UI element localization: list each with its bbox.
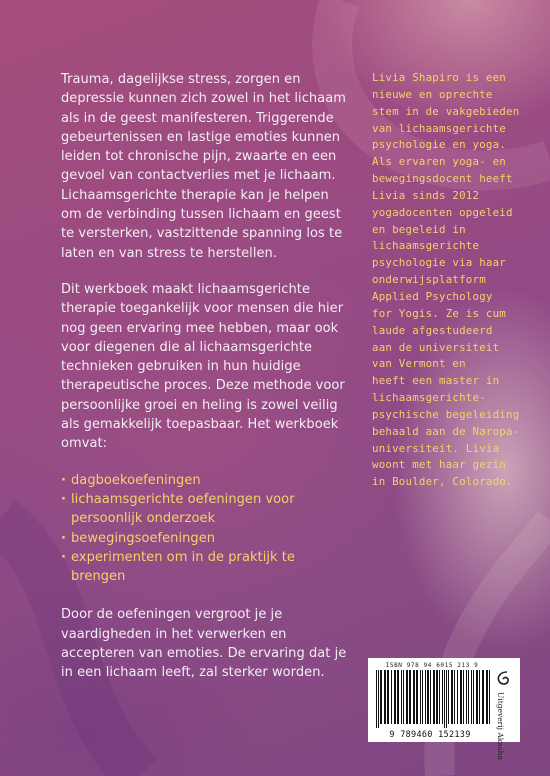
list-item: · experimenten om in de praktijk te brengen [61,548,351,587]
barcode-bar [394,670,396,724]
barcode-bar [409,670,411,724]
barcode-bar [466,670,467,724]
barcode-bar [473,670,474,724]
barcode-bar [416,670,418,724]
barcode-bar [451,670,453,724]
barcode-bar [457,670,458,724]
workbook-paragraph: Dit werkboek maakt lichaamsgerichte therapie toegankelijk voor mensen die hier nog geen ervaring mee hebben, maar ook voor diegenen die al lichaamsgerichte technieken gebruiken in hun huidige therapeutische proces. Deze methode voor persoonlijke groei en heling is zowel veilig als gemakkelijk toepasbaar. Het werkboek omvat: [61,281,345,452]
barcode-bar [406,670,408,724]
barcode-bar [446,670,447,728]
barcode-bar [468,670,469,724]
isbn-label: ISBN 978 94 6015 213 9 [385,662,479,669]
publisher-name: Uitgeverij Akasha [496,692,505,760]
publisher-mark [494,662,516,760]
barcode-bar [433,670,435,724]
barcode-bar [378,670,379,728]
barcode-bar [384,670,386,724]
publisher-logo-icon [496,670,512,688]
barcode-bar [444,670,445,728]
list-item: · bewegingsoefeningen [61,529,351,548]
author-bio: Livia Shapiro is een nieuwe en oprechte stem in de vakgebieden van lichaamsgerichte psychologie en yoga. Als ervaren yoga- en bewegingsdocent heeft Livia sinds 2012 yogadocenten opgeleid en begeleid in lichaamsgerichte psychologie via haar onderwijsplatform Applied Psychology for Yogis. Ze is cum laude afgestudeerd aan de universiteit van Vermont en heeft een master in lichaamsgerichte- psychische begeleiding behaald aan de Naropa- universiteit. Livia woont met haar gezin in Boulder, Colorado. [372,71,520,489]
intro-paragraph: Trauma, dagelijkse stress, zorgen en depressie kunnen zich zowel in het lichaam als in de geest manifesteren. Triggerende gebeurtenissen en lastige emoties kunnen leiden tot chronische pijn, zwaarte en een gevoel van contactverlies met je lichaam. Lichaamsgerichte therapie kan je helpen om de verbinding tussen lichaam en geest te versterken, vastzittende spanning los te laten en van stress te herstellen. [61,72,346,261]
barcode-bar [380,670,382,724]
barcode-bar [482,670,484,724]
closing-paragraph: Door de oefeningen vergroot je je vaardigheden in het verwerken en accepteren van emoties. De ervaring dat je in een lichaam leeft, zal sterker worden. [61,607,347,681]
barcode-bar [401,670,402,724]
list-item: · lichaamsgerichte oefeningen voor persoonlijk onderzoek [61,490,351,529]
barcode-bar [471,670,472,724]
barcode-bar [436,670,438,724]
barcode-bar [489,670,490,724]
barcode-panel [368,658,520,760]
barcode-bar [476,670,478,724]
barcode-bar [454,670,455,724]
barcode-bar [413,670,415,724]
barcode-bar [460,670,462,724]
barcode-bar [376,670,377,728]
barcode-bar [422,670,423,724]
barcode-bar [479,670,480,724]
contents-list [61,471,351,587]
barcode [374,670,490,728]
barcode-bar [420,670,421,724]
barcode-bar [448,670,449,724]
barcode-bar [439,670,440,724]
barcode-bar [403,670,404,724]
barcode-digits: 9 789460 152139 [389,730,471,740]
barcode-bar [442,670,443,724]
barcode-bar [427,670,429,724]
barcode-bar [430,670,431,724]
list-item: · dagboekoefeningen [61,471,351,490]
main-text-column [61,70,351,700]
barcode-bar [463,670,464,724]
barcode-bar [486,670,488,724]
barcode-bar [425,670,426,724]
barcode-bar [387,670,389,724]
barcode-bar [391,670,392,724]
barcode-bar [397,670,399,724]
